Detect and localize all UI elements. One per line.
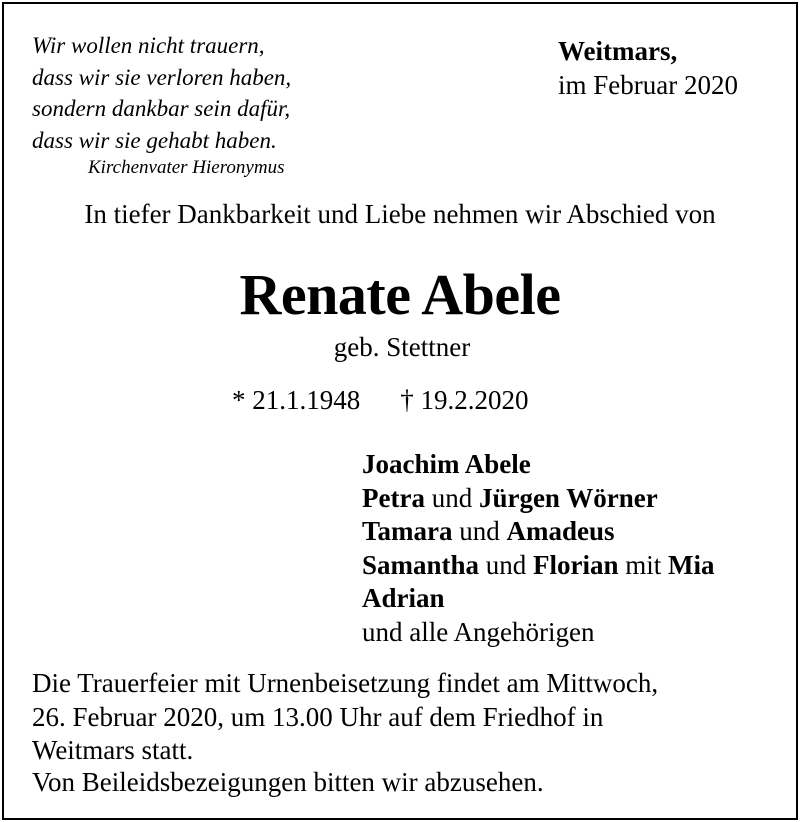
condolence-note: Von Beileidsbezeigungen bitten wir abzusehen. — [32, 767, 544, 797]
poem-line: dass wir sie gehabt haben. — [32, 127, 277, 153]
ceremony-line: Weitmars statt. — [32, 735, 194, 765]
ceremony-line: 26. Februar 2020, um 13.00 Uhr auf dem Friedhof in — [32, 701, 604, 732]
intro-text: In tiefer Dankbarkeit und Liebe nehmen wir Abschied von — [84, 199, 716, 229]
place-city: Weitmars, — [558, 36, 678, 66]
maiden-name: geb. Stettner — [333, 332, 471, 362]
family-member: Florian — [533, 549, 619, 580]
family-row — [362, 582, 715, 616]
connector: mit — [618, 549, 669, 580]
family-member: Jürgen Wörner — [478, 482, 658, 513]
family-member: Petra — [362, 482, 425, 513]
place-and-date — [558, 34, 738, 102]
family-row — [362, 482, 715, 516]
death-date: † 19.2.2020 — [400, 385, 529, 415]
family-row — [362, 515, 715, 549]
family-member: Tamara — [362, 516, 453, 546]
poem-author: Kirchenvater Hieronymus — [88, 157, 285, 178]
connector: und — [424, 482, 479, 513]
life-dates — [232, 383, 529, 417]
family-member: Amadeus — [506, 516, 615, 546]
family-list — [362, 448, 715, 649]
connector: und — [452, 516, 507, 546]
connector: und — [479, 549, 534, 580]
deceased-name: Renate Abele — [239, 262, 561, 327]
poem-line: sondern dankbar sein dafür, — [32, 96, 291, 121]
birth-date: * 21.1.1948 — [232, 385, 361, 415]
poem-line: dass wir sie verloren haben, — [32, 64, 292, 90]
family-member: Joachim Abele — [362, 449, 531, 479]
family-member: Mia — [668, 549, 715, 580]
family-member: Samantha — [362, 549, 480, 580]
place-date: im Februar 2020 — [558, 70, 738, 100]
poem-quote — [32, 30, 291, 180]
family-row — [362, 448, 715, 482]
poem-line: Wir wollen nicht trauern, — [32, 33, 265, 58]
family-row — [362, 549, 715, 583]
family-row — [362, 616, 715, 650]
ceremony-line: Die Trauerfeier mit Urnenbeisetzung findet am Mittwoch, — [32, 668, 659, 698]
relatives-text: und alle Angehörigen — [362, 616, 595, 647]
family-member: Adrian — [362, 583, 445, 613]
ceremony-info — [32, 667, 658, 768]
